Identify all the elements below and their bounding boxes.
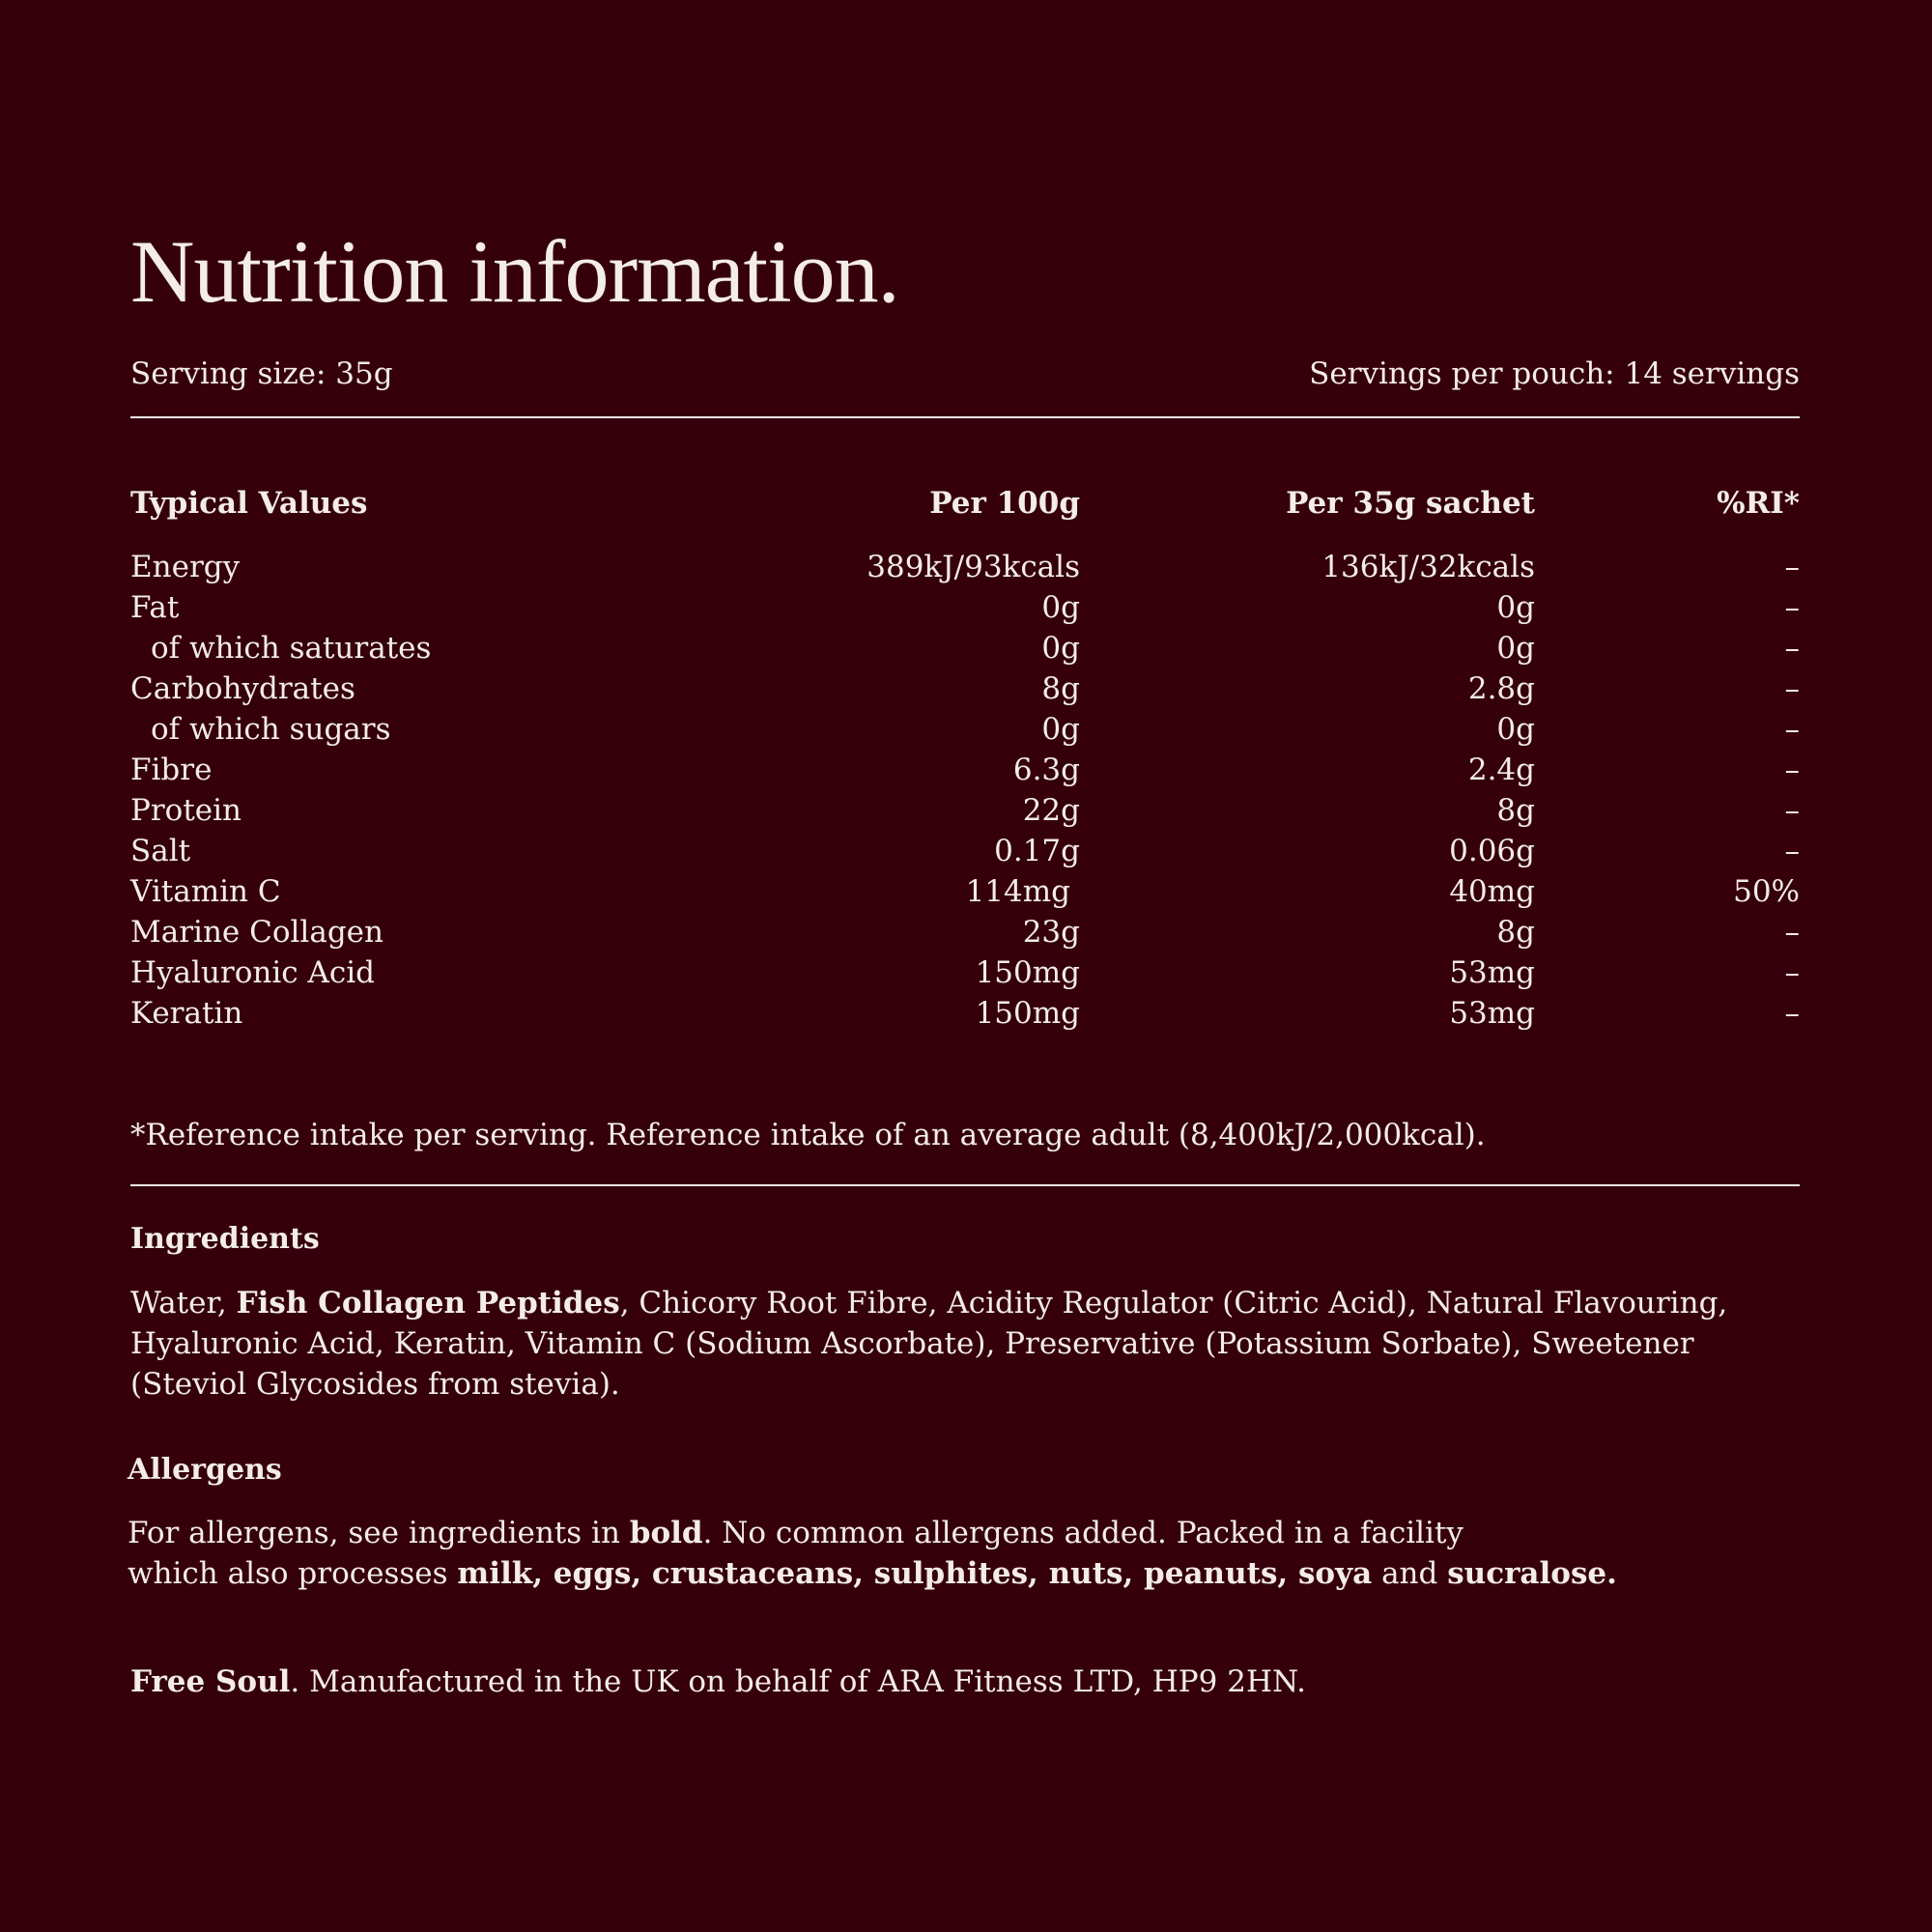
row-per-sachet: 2.8g — [1467, 671, 1535, 706]
row-per-100g: 23g — [1022, 915, 1080, 950]
servings-per-pouch: Servings per pouch: 14 servings — [1309, 356, 1800, 391]
row-per-100g: 150mg — [975, 996, 1080, 1031]
row-per-100g: 389kJ/93kcals — [867, 550, 1080, 584]
row-label: of which saturates — [151, 631, 432, 666]
allergens-bold: bold — [629, 1516, 703, 1550]
row-per-100g: 6.3g — [1012, 753, 1080, 787]
table-row — [130, 668, 1800, 709]
row-label: Fat — [130, 590, 180, 625]
row-per-sachet: 0g — [1496, 590, 1535, 625]
table-row — [130, 628, 1800, 668]
allergens-bold: sucralose. — [1447, 1556, 1617, 1591]
row-ri: – — [1784, 955, 1800, 990]
manufacturer-info — [130, 1662, 1306, 1702]
row-per-100g: 0.17g — [994, 834, 1080, 868]
row-ri: – — [1784, 753, 1800, 787]
row-label: Keratin — [130, 996, 243, 1031]
divider-bottom — [130, 1184, 1800, 1186]
row-label: Hyaluronic Acid — [130, 955, 375, 990]
page-title: Nutrition information. — [130, 222, 899, 321]
table-row — [130, 750, 1800, 790]
row-ri: – — [1784, 590, 1800, 625]
row-label: Salt — [130, 834, 191, 868]
row-ri: – — [1784, 550, 1800, 584]
divider-top — [130, 416, 1800, 418]
table-row — [130, 831, 1800, 871]
row-ri: – — [1784, 793, 1800, 828]
ingredients-line-2: Hyaluronic Acid, Keratin, Vitamin C (Sodium Ascorbate), Preservative (Potassium Sorbate), Sweetener — [130, 1326, 1694, 1361]
allergens-text-part: For allergens, see ingredients in — [128, 1516, 630, 1550]
row-ri: – — [1784, 834, 1800, 868]
row-ri: – — [1784, 671, 1800, 706]
header-ri: %RI* — [1717, 486, 1800, 521]
allergens-text-part: which also processes — [128, 1556, 458, 1591]
row-per-sachet: 8g — [1496, 915, 1535, 950]
ingredients-line-1 — [130, 1283, 1800, 1323]
table-row — [130, 790, 1800, 831]
header-per-sachet: Per 35g sachet — [1286, 486, 1535, 521]
nutrition-table — [130, 483, 1800, 1034]
row-per-sachet: 136kJ/32kcals — [1321, 550, 1535, 584]
ingredients-text-part: Water, — [130, 1286, 237, 1321]
row-ri: – — [1784, 915, 1800, 950]
row-per-sachet: 0.06g — [1449, 834, 1535, 868]
manufacturer-text: . Manufactured in the UK on behalf of ARA Fitness LTD, HP9 2HN. — [290, 1664, 1306, 1699]
row-per-100g: 150mg — [975, 955, 1080, 990]
row-per-sachet: 40mg — [1449, 874, 1535, 909]
brand-name: Free Soul — [130, 1664, 291, 1699]
row-per-sachet: 0g — [1496, 631, 1535, 666]
row-per-sachet: 2.4g — [1467, 753, 1535, 787]
row-per-100g: 22g — [1022, 793, 1080, 828]
ingredient-allergen-bold: Fish Collagen Peptides — [236, 1286, 620, 1321]
row-label: Protein — [130, 793, 242, 828]
row-ri: 50% — [1733, 874, 1800, 909]
row-per-100g: 0g — [1041, 590, 1080, 625]
allergens-line-2 — [128, 1553, 1797, 1594]
row-per-sachet: 53mg — [1449, 996, 1535, 1031]
ingredients-heading: Ingredients — [130, 1222, 320, 1256]
table-header-row — [130, 483, 1800, 533]
allergens-text-part: . No common allergens added. Packed in a facility — [702, 1516, 1463, 1550]
row-per-sachet: 8g — [1496, 793, 1535, 828]
row-per-100g: 0g — [1041, 712, 1080, 747]
allergens-line-1 — [128, 1513, 1797, 1553]
table-row — [130, 547, 1800, 587]
row-ri: – — [1784, 712, 1800, 747]
row-label: Carbohydrates — [130, 671, 355, 706]
table-row — [130, 587, 1800, 628]
row-label: Vitamin C — [130, 874, 281, 909]
row-per-100g: 0g — [1041, 631, 1080, 666]
row-per-100g: 114mg — [965, 874, 1070, 909]
reference-intake-footnote: *Reference intake per serving. Reference intake of an average adult (8,400kJ/2,000kcal). — [130, 1118, 1486, 1152]
allergens-heading: Allergens — [128, 1453, 282, 1487]
header-typical-values: Typical Values — [130, 486, 368, 521]
table-row — [130, 912, 1800, 952]
row-label: Marine Collagen — [130, 915, 384, 950]
row-label: of which sugars — [151, 712, 391, 747]
row-per-sachet: 53mg — [1449, 955, 1535, 990]
row-ri: – — [1784, 996, 1800, 1031]
allergens-text-part: and — [1372, 1556, 1448, 1591]
table-row — [130, 871, 1800, 912]
ingredients-text-part: , Chicory Root Fibre, Acidity Regulator (Citric Acid), Natural Flavouring, — [619, 1286, 1728, 1321]
row-per-sachet: 0g — [1496, 712, 1535, 747]
row-label: Energy — [130, 550, 241, 584]
table-row — [130, 709, 1800, 750]
allergens-text — [128, 1513, 1797, 1594]
row-ri: – — [1784, 631, 1800, 666]
ingredients-text — [130, 1283, 1800, 1405]
table-row — [130, 952, 1800, 993]
row-label: Fibre — [130, 753, 213, 787]
ingredients-line-3: (Steviol Glycosides from stevia). — [130, 1367, 620, 1402]
row-per-100g: 8g — [1041, 671, 1080, 706]
header-per-100g: Per 100g — [929, 486, 1080, 521]
table-row — [130, 993, 1800, 1034]
serving-size: Serving size: 35g — [130, 356, 393, 391]
serving-info — [130, 356, 1800, 391]
allergens-bold: milk, eggs, crustaceans, sulphites, nuts, peanuts, soya — [457, 1556, 1373, 1591]
